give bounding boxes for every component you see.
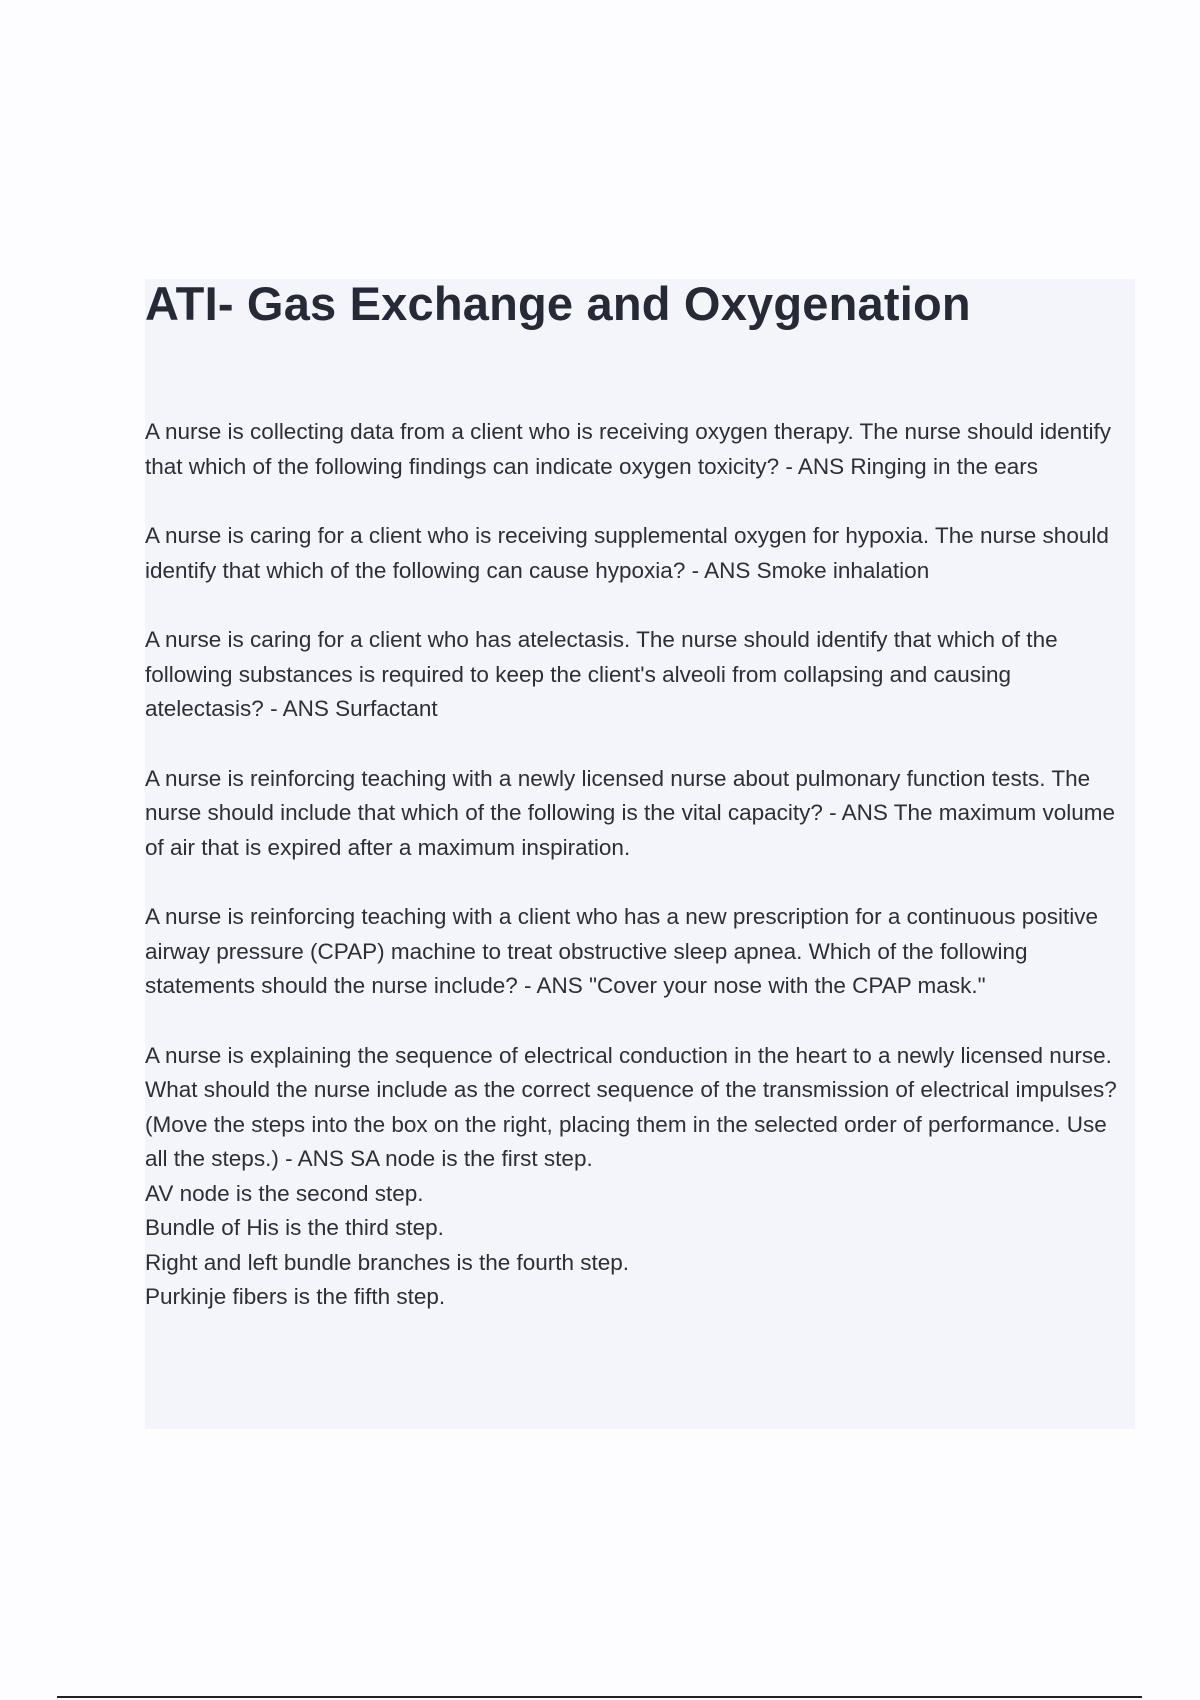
qa-item — [145, 762, 1135, 866]
qa-text: A nurse is collecting data from a client who is receiving oxygen therapy. The nurse should identify that which of the following findings can indicate oxygen toxicity? - ANS Ringing in the ears — [145, 419, 1111, 479]
qa-item — [145, 415, 1135, 484]
qa-text: A nurse is reinforcing teaching with a client who has a new prescription for a continuous positive airway pressure (CPAP) machine to treat obstructive sleep apnea. Which of the following statements should the nurse include? - ANS "Cover your nose with the CPAP mask." — [145, 904, 1099, 998]
answer-step-line: Purkinje fibers is the fifth step. — [145, 1284, 446, 1309]
answer-step-line: Bundle of His is the third step. — [145, 1215, 444, 1240]
qa-item — [145, 900, 1135, 1004]
qa-text: A nurse is explaining the sequence of electrical conduction in the heart to a newly licensed nurse. What should the nurse include as the correct sequence of the transmission of electrical impulses? (Move the steps into the box on the right, placing them in the selected order of performance. Use all the steps.) - ANS SA node is the first step. — [145, 1042, 1117, 1171]
qa-text: A nurse is caring for a client who is receiving supplemental oxygen for hypoxia. The nurse should identify that which of the following can cause hypoxia? - ANS Smoke inhalation — [145, 523, 1109, 583]
footer-divider — [57, 1696, 1142, 1698]
qa-item — [145, 1039, 1135, 1315]
qa-list — [145, 415, 1135, 1350]
answer-step-line: Right and left bundle branches is the fourth step. — [145, 1249, 630, 1275]
qa-text: A nurse is reinforcing teaching with a newly licensed nurse about pulmonary function tests. The nurse should include that which of the following is the vital capacity? - ANS The maximum volume of air that is expired after a maximum inspiration. — [145, 765, 1116, 860]
qa-text: A nurse is caring for a client who has atelectasis. The nurse should identify that which of the following substances is required to keep the client's alveoli from collapsing and causing atelectasis? - ANS Surfactant — [145, 627, 1058, 721]
answer-step-line: AV node is the second step. — [145, 1180, 424, 1206]
qa-item — [145, 623, 1135, 727]
qa-item — [145, 519, 1135, 588]
document-title: ATI- Gas Exchange and Oxygenation — [145, 277, 971, 330]
